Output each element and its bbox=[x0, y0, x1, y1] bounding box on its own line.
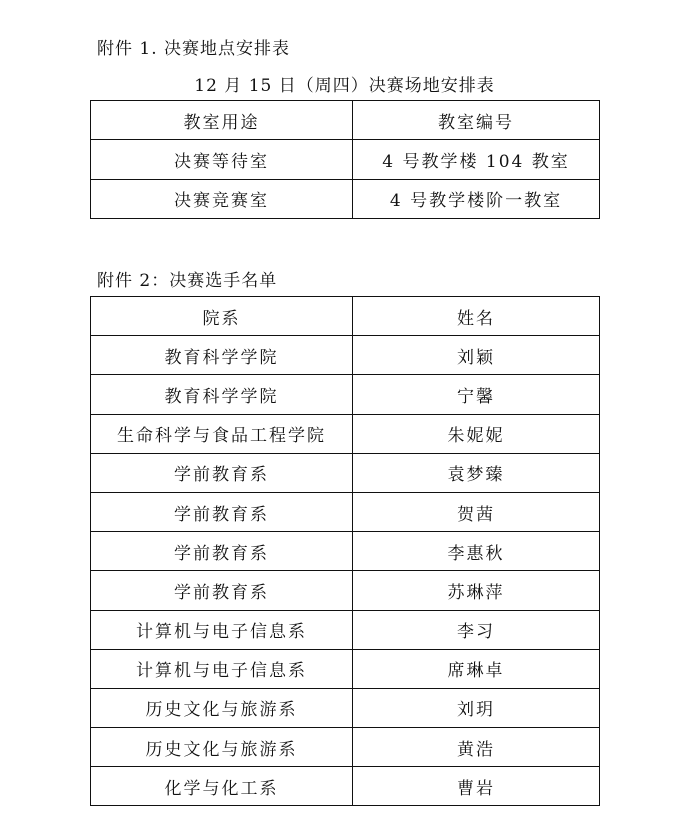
table-row bbox=[91, 336, 600, 375]
header-cell-department: 院系 bbox=[91, 297, 353, 336]
table-row bbox=[91, 532, 600, 571]
cell-student-name: 曹岩 bbox=[353, 767, 600, 806]
table-row bbox=[91, 375, 600, 414]
attachment-2-heading: 附件 2：决赛选手名单 bbox=[97, 271, 278, 291]
cell-department: 历史文化与旅游系 bbox=[91, 688, 353, 727]
cell-student-name: 李惠秋 bbox=[353, 532, 600, 571]
table-row bbox=[91, 453, 600, 492]
cell-department: 化学与化工系 bbox=[91, 767, 353, 806]
cell-student-name: 袁梦臻 bbox=[353, 453, 600, 492]
table-row bbox=[91, 571, 600, 610]
table-row bbox=[91, 140, 600, 179]
cell-student-name: 刘玥 bbox=[353, 688, 600, 727]
venue-table-title: 12 月 15 日（周四）决赛场地安排表 bbox=[194, 76, 495, 96]
table-row bbox=[91, 688, 600, 727]
cell-department: 学前教育系 bbox=[91, 453, 353, 492]
table-row bbox=[91, 492, 600, 531]
cell-student-name: 黄浩 bbox=[353, 728, 600, 767]
cell-student-name: 席琳卓 bbox=[353, 649, 600, 688]
cell-student-name: 李习 bbox=[353, 610, 600, 649]
table-row bbox=[91, 414, 600, 453]
cell-student-name: 朱妮妮 bbox=[353, 414, 600, 453]
cell-department: 历史文化与旅游系 bbox=[91, 728, 353, 767]
cell-department: 生命科学与食品工程学院 bbox=[91, 414, 353, 453]
table-header-row bbox=[91, 297, 600, 336]
header-cell-room-purpose: 教室用途 bbox=[91, 101, 353, 140]
cell-student-name: 刘颖 bbox=[353, 336, 600, 375]
cell-department: 学前教育系 bbox=[91, 532, 353, 571]
table-row bbox=[91, 767, 600, 806]
cell-department: 计算机与电子信息系 bbox=[91, 649, 353, 688]
finalist-table-body bbox=[91, 297, 600, 806]
cell-room-number: 4 号教学楼阶一教室 bbox=[353, 179, 600, 218]
venue-table-body bbox=[91, 101, 600, 219]
cell-department: 学前教育系 bbox=[91, 492, 353, 531]
cell-room-number: 4 号教学楼 104 教室 bbox=[353, 140, 600, 179]
cell-department: 计算机与电子信息系 bbox=[91, 610, 353, 649]
cell-department: 教育科学学院 bbox=[91, 375, 353, 414]
attachment-1-heading: 附件 1. 决赛地点安排表 bbox=[97, 39, 291, 59]
cell-department: 教育科学学院 bbox=[91, 336, 353, 375]
cell-room-purpose: 决赛竞赛室 bbox=[91, 179, 353, 218]
table-row bbox=[91, 179, 600, 218]
cell-student-name: 贺茜 bbox=[353, 492, 600, 531]
table-row bbox=[91, 728, 600, 767]
header-cell-room-number: 教室编号 bbox=[353, 101, 600, 140]
venue-schedule-table bbox=[90, 100, 600, 219]
header-cell-name: 姓名 bbox=[353, 297, 600, 336]
finalist-list-table bbox=[90, 296, 600, 806]
table-row bbox=[91, 610, 600, 649]
table-header-row bbox=[91, 101, 600, 140]
table-row bbox=[91, 649, 600, 688]
cell-student-name: 苏琳萍 bbox=[353, 571, 600, 610]
cell-department: 学前教育系 bbox=[91, 571, 353, 610]
cell-student-name: 宁馨 bbox=[353, 375, 600, 414]
cell-room-purpose: 决赛等待室 bbox=[91, 140, 353, 179]
